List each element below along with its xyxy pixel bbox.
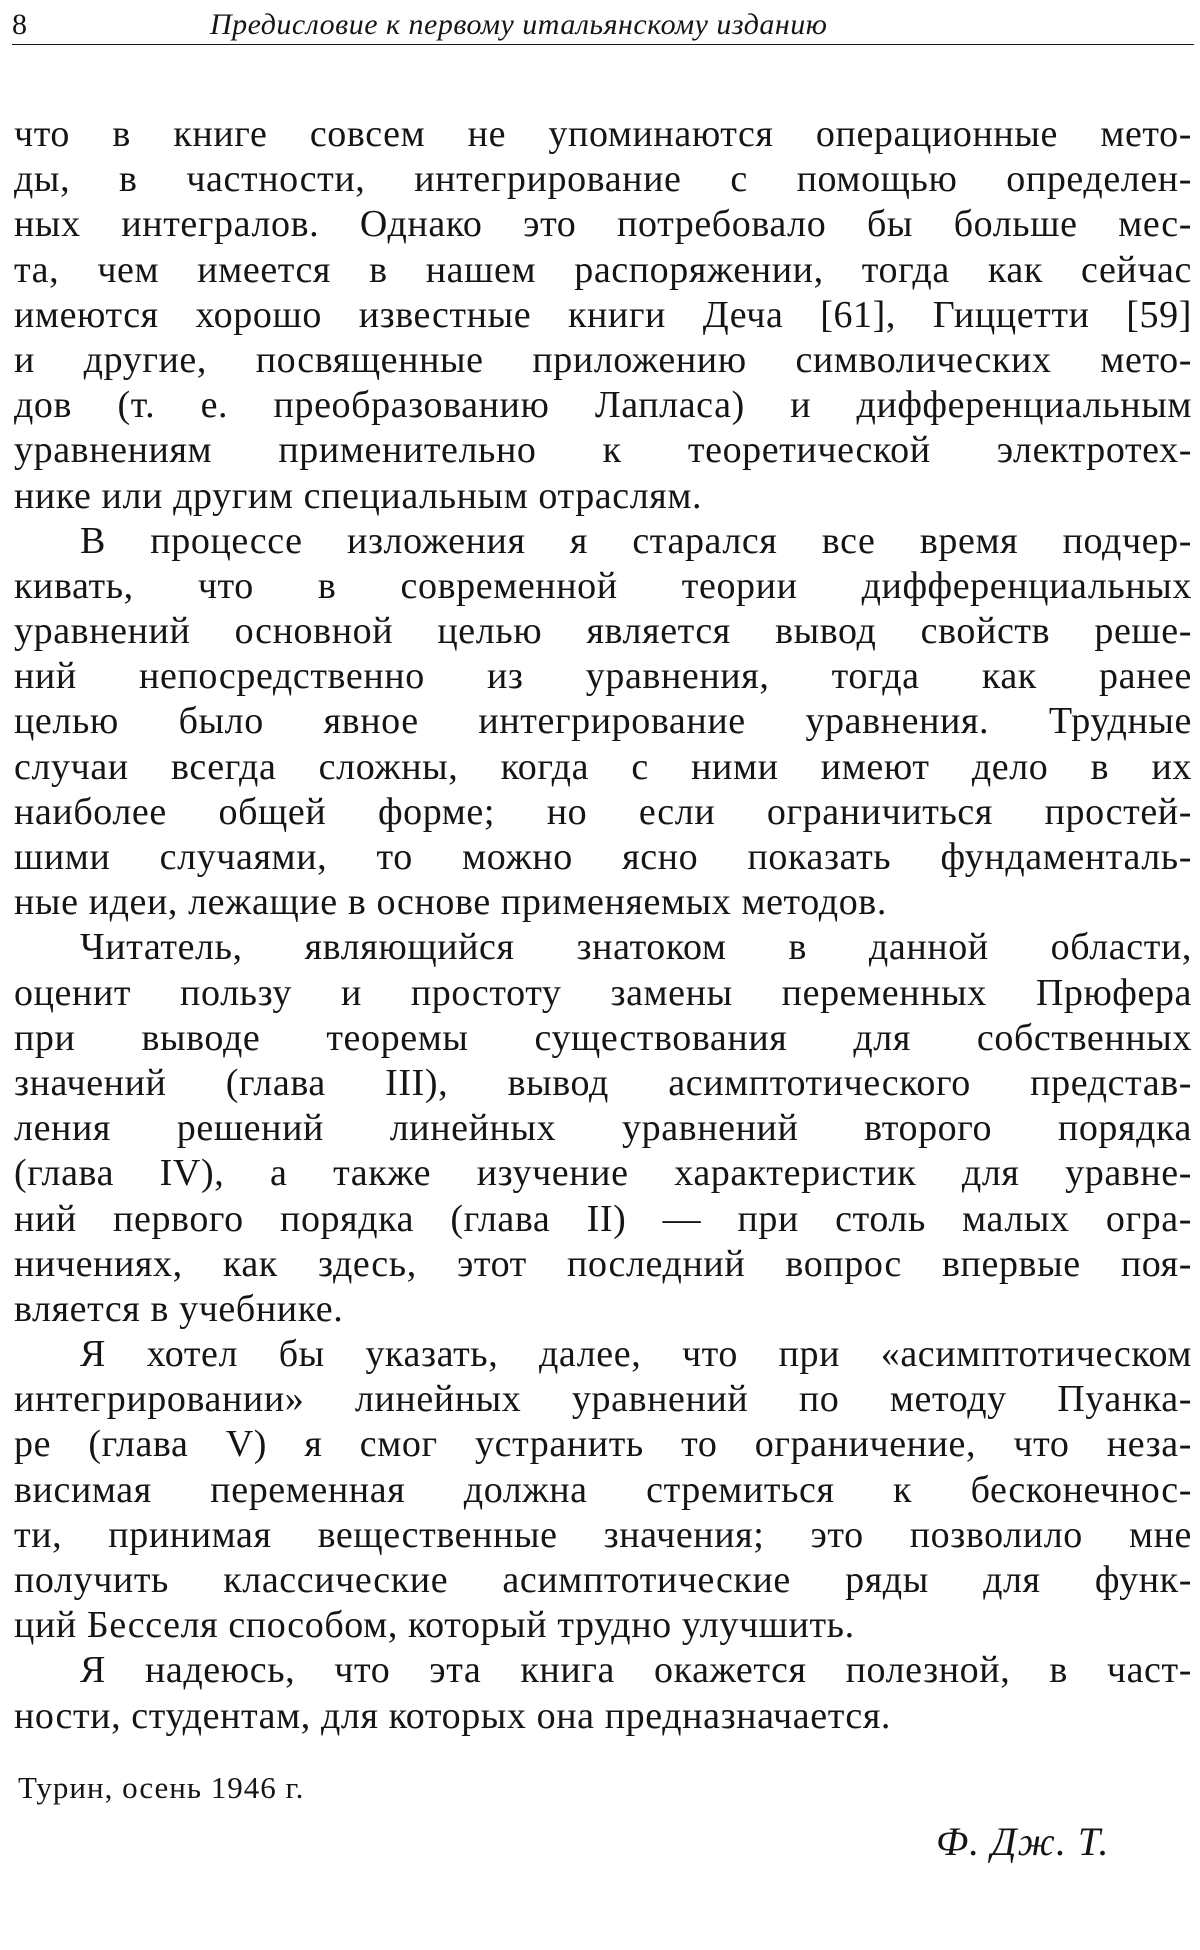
paragraph [14, 112, 1192, 519]
text-line: ний первого порядка (глава II) — при столь малых огра- [14, 1197, 1192, 1240]
paragraph [14, 1648, 1192, 1738]
author-signature: Ф. Дж. Т. [936, 1819, 1110, 1864]
text-line: Я надеюсь, что эта книга окажется полезной, в част- [80, 1649, 1192, 1692]
text-line: уравнениям применительно к теоретической электротех- [14, 429, 1192, 472]
text-line: уравнений основной целью является вывод свойств реше- [14, 610, 1192, 653]
text-line: случаи всегда сложны, когда с ними имеют дело в их [14, 745, 1192, 788]
paragraph [14, 925, 1192, 1332]
text-line: ти, принимая вещественные значения; это позволило мне [14, 1513, 1192, 1556]
text-line: ды, в частности, интегрирование с помощью определен- [14, 158, 1192, 201]
paragraph [14, 1332, 1192, 1648]
text-line: шими случаями, то можно ясно показать фундаменталь- [14, 836, 1192, 878]
text-line: висимая переменная должна стремиться к бесконечнос- [14, 1468, 1192, 1511]
text-line: ций Бесселя способом, который трудно улучшить. [14, 1604, 855, 1647]
text-line: ний непосредственно из уравнения, тогда как ранее [14, 655, 1192, 698]
text-line: значений (глава III), вывод асимптотического представ- [14, 1061, 1192, 1104]
text-line: ных интегралов. Однако это потребовало бы больше мес- [14, 203, 1192, 246]
text-line: интегрировании» линейных уравнений по методу Пуанка- [14, 1378, 1192, 1421]
text-line: В процессе изложения я старался все время подчер- [80, 519, 1192, 562]
text-line: нике или другим специальным отраслям. [14, 474, 703, 517]
text-line: дов (т. е. преобразованию Лапласа) и дифференциальным [14, 384, 1192, 427]
running-header [12, 6, 1194, 45]
text-line: ничениях, как здесь, этот последний вопрос впервые поя- [14, 1242, 1192, 1285]
text-line: (глава IV), а также изучение характеристик для уравне- [14, 1152, 1192, 1195]
text-line: ности, студентам, для которых она предназначается. [14, 1694, 892, 1737]
text-line: наиболее общей форме; но если ограничиться простей- [14, 790, 1192, 833]
text-line: имеются хорошо известные книги Деча [61], Гиццетти [59] [14, 293, 1192, 336]
running-head-title: Предисловие к первому итальянскому изданию [210, 8, 828, 41]
text-line: Читатель, являющийся знатоком в данной области, [80, 926, 1192, 969]
paragraph [14, 519, 1192, 926]
preface-body [14, 112, 1192, 1739]
text-line: получить классические асимптотические ряды для функ- [14, 1559, 1192, 1601]
text-line: кивать, что в современной теории дифференциальных [14, 564, 1192, 607]
page-number: 8 [12, 8, 27, 41]
text-line: Я хотел бы указать, далее, что при «асимптотическом [80, 1333, 1192, 1376]
text-line: целью было явное интегрирование уравнения. Трудные [14, 700, 1192, 743]
text-line: при выводе теоремы существования для собственных [14, 1016, 1192, 1059]
text-line: ления решений линейных уравнений второго порядка [14, 1107, 1192, 1150]
text-line: что в книге совсем не упоминаются операционные мето- [14, 113, 1192, 155]
text-line: ные идеи, лежащие в основе применяемых методов. [14, 881, 887, 924]
place-and-date: Турин, осень 1946 г. [18, 1770, 305, 1805]
text-line: та, чем имеется в нашем распоряжении, тогда как сейчас [14, 248, 1192, 291]
text-line: ре (глава V) я смог устранить то ограничение, что неза- [14, 1423, 1192, 1466]
text-line: оценит пользу и простоту замены переменных Прюфера [14, 971, 1192, 1014]
text-line: и другие, посвященные приложению символических мето- [14, 338, 1192, 381]
text-line: вляется в учебнике. [14, 1287, 344, 1330]
